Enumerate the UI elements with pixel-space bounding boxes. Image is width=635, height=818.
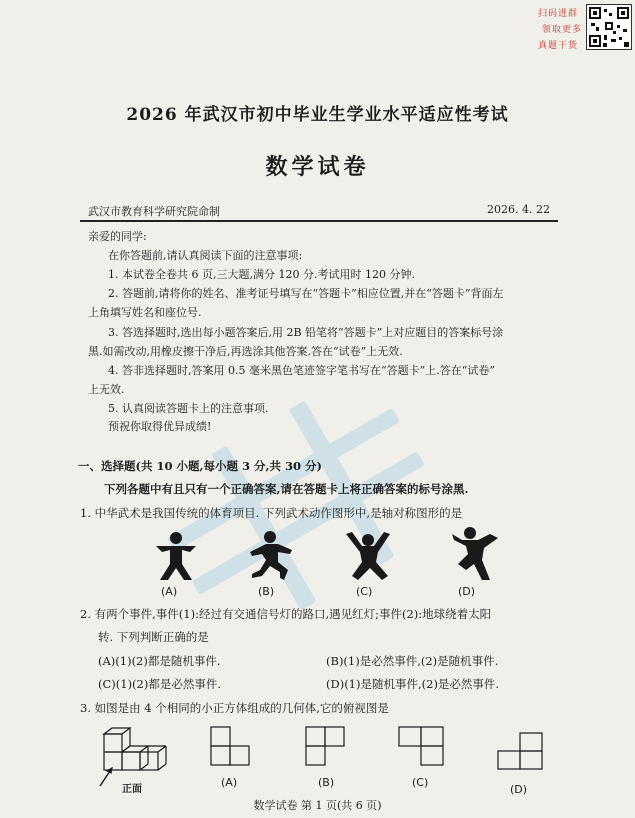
notice-item: 5. 认真阅读答题卡上的注意事项. [108,402,269,415]
notice-item: 1. 本试卷全卷共 6 页,三大题,满分 120 分.考试用时 120 分钟. [108,268,415,281]
q3-option-d-figure [496,732,544,780]
notice-greeting: 亲爱的同学: [88,230,147,243]
notice-item: 3. 答选择题时,选出每小题答案后,用 2B 铅笔将“答题卡”上对应题目的答案标号涂 [108,326,504,339]
section-instruction: 下列各题中有且只有一个正确答案,请在答题卡上将正确答案的标号涂黑. [104,482,469,496]
qr-code-icon[interactable] [586,4,632,50]
q3-label-d: (D) [510,783,528,796]
q1-label-d: (D) [458,585,476,598]
q1-figure-a [146,530,206,582]
notice-item: 2. 答题前,请将你的姓名、准考证号填写在“答题卡”相应位置,并在“答题卡”背面左 [108,287,504,300]
q1-label-c: (C) [356,585,373,598]
q3-option-b-figure [305,726,345,766]
notice-item: 4. 答非选择题时,答案用 0.5 毫米黑色笔迹签字笔书写在“答题卡”上.答在“试卷” [108,364,495,377]
q2-option-c: (C)(1)(2)都是必然事件. [98,677,222,691]
exam-date: 2026. 4. 22 [487,203,550,216]
question-2-line-1: 2. 有两个事件,事件(1):经过有交通信号灯的路口,遇见红灯;事件(2):地球绕着太阳 [80,607,492,621]
q1-figure-b [244,530,300,582]
q3-solid-figure [98,722,168,788]
q3-label-a: (A) [221,776,238,789]
page-footer: 数学试卷 第 1 页(共 6 页) [253,799,382,812]
qr-promo-line-1: 扫码进群 [538,9,579,19]
section-heading: 一、选择题(共 10 小题,每小题 3 分,共 30 分) [78,459,322,473]
question-1: 1. 中华武术是我国传统的体育项目. 下列武术动作图形中,是轴对称图形的是 [80,506,463,520]
header-rule [80,220,558,222]
notice-item: 预祝你取得优异成绩! [108,420,212,433]
exam-title: 2026 年武汉市初中毕业生学业水平适应性考试 [126,105,509,125]
q3-front-label: 正面 [122,784,142,795]
issuer: 武汉市教育科学研究院命制 [88,205,220,218]
q3-option-a-figure [210,726,250,766]
q2-option-a: (A)(1)(2)都是随机事件. [98,654,221,668]
notice-item: 上无效. [88,383,125,396]
q3-label-c: (C) [412,776,429,789]
question-2-line-2: 转. 下列判断正确的是 [98,630,209,644]
q3-option-c-figure [398,726,444,766]
notice-item: 上角填写姓名和座位号. [88,306,202,319]
exam-subject: 数学试卷 [265,154,370,180]
question-3: 3. 如图是由 4 个相同的小正方体组成的几何体,它的俯视图是 [80,701,389,715]
q2-option-b: (B)(1)是必然事件,(2)是随机事件. [326,654,499,668]
q1-figure-d [448,524,504,582]
qr-promo-line-2: 领取更多 [542,25,583,35]
q1-figure-c [340,530,396,582]
qr-promo-line-3: 真题干货 [538,41,579,51]
q1-label-b: (B) [258,585,275,598]
notice-intro: 在你答题前,请认真阅读下面的注意事项: [108,249,303,262]
q2-option-d: (D)(1)是随机事件,(2)是必然事件. [326,677,500,691]
notice-item: 黑.如需改动,用橡皮擦干净后,再选涂其他答案.答在“试卷”上无效. [88,345,403,358]
q3-label-b: (B) [318,776,335,789]
q1-label-a: (A) [161,585,178,598]
